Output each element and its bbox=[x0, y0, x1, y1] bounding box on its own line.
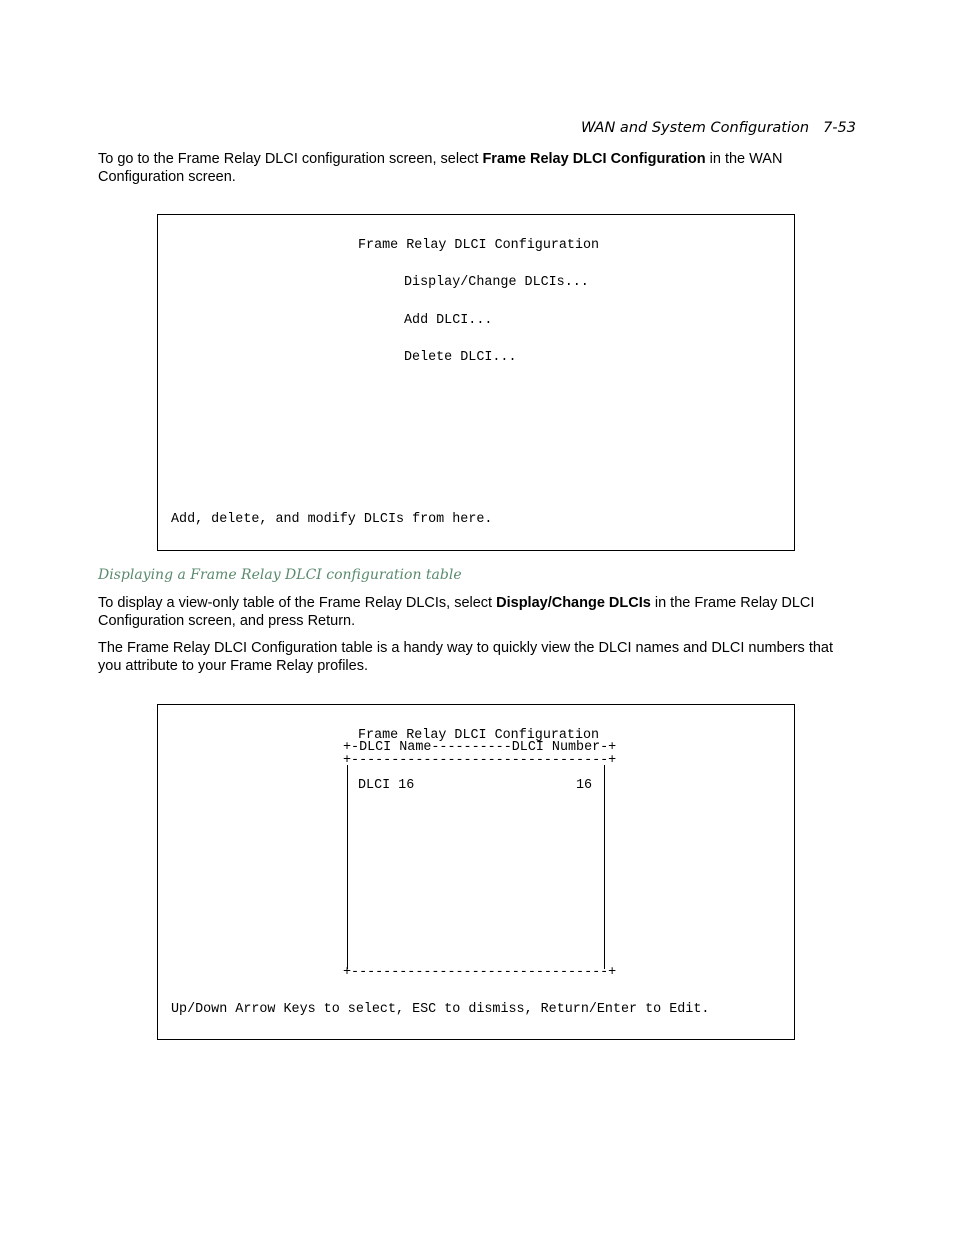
page-header bbox=[581, 120, 856, 136]
para1-bold: Display/Change DLCIs bbox=[496, 595, 651, 611]
table-bottom-border: +--------------------------------+ bbox=[343, 965, 617, 980]
para1-text: To display a view-only table of the Frame Relay DLCIs, select bbox=[98, 595, 497, 611]
status-line: Up/Down Arrow Keys to select, ESC to dismiss, Return/Enter to Edit. bbox=[171, 1002, 710, 1017]
screen-title: Frame Relay DLCI Configuration bbox=[358, 728, 600, 743]
intro-text-end: in the WAN Configuration screen. bbox=[98, 151, 783, 185]
intro-text: To go to the Frame Relay DLCI configuration screen, select bbox=[98, 151, 483, 167]
section-paragraph-2: The Frame Relay DLCI Configuration table is a handy way to quickly view the DLCI names and DLCI numbers that you attribute to your Frame Relay profiles. bbox=[98, 640, 834, 674]
table-separator: +--------------------------------+ bbox=[343, 753, 617, 768]
section-title: WAN and System Configuration bbox=[580, 120, 810, 136]
table-row-number[interactable]: 16 bbox=[576, 778, 593, 793]
status-line: Add, delete, and modify DLCIs from here. bbox=[171, 512, 493, 527]
page-number: 7-53 bbox=[823, 120, 856, 136]
dlci-config-screen bbox=[157, 214, 795, 551]
table-header: +-DLCI Name----------DLCI Number-+ bbox=[343, 740, 617, 755]
menu-item-display-change[interactable]: Display/Change DLCIs... bbox=[404, 275, 589, 290]
intro-bold: Frame Relay DLCI Configuration bbox=[482, 151, 706, 167]
table-row-name[interactable]: DLCI 16 bbox=[358, 778, 415, 793]
section-heading: Displaying a Frame Relay DLCI configuration table bbox=[98, 567, 462, 583]
section-paragraph-1 bbox=[98, 594, 858, 630]
table-right-border bbox=[604, 765, 605, 969]
table-left-border bbox=[347, 765, 348, 969]
menu-item-add[interactable]: Add DLCI... bbox=[404, 313, 493, 328]
screen-title: Frame Relay DLCI Configuration bbox=[358, 238, 600, 253]
intro-paragraph bbox=[98, 150, 858, 186]
para1-text-end: in the Frame Relay DLCI Configuration screen, and press Return. bbox=[98, 595, 815, 629]
dlci-table-screen bbox=[157, 704, 795, 1040]
menu-item-delete[interactable]: Delete DLCI... bbox=[404, 350, 517, 365]
